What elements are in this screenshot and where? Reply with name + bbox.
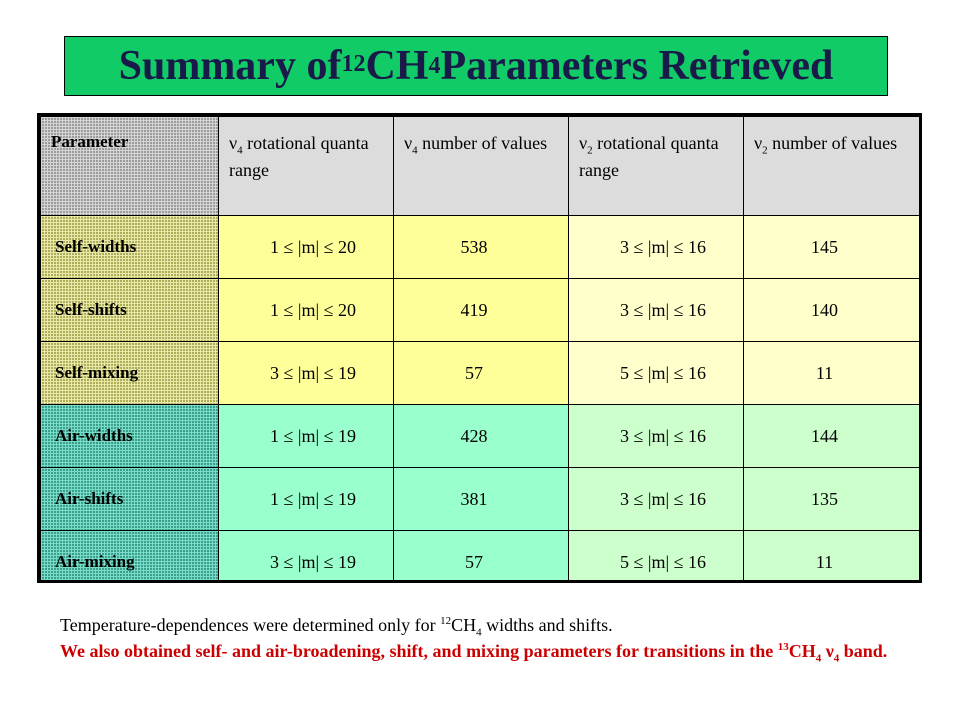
- table-cell: 419: [394, 279, 569, 342]
- table-cell: 538: [394, 216, 569, 279]
- table-cell: 3 ≤ |m| ≤ 16: [569, 279, 744, 342]
- title-pre: Summary of: [118, 43, 342, 89]
- title-isotope: 12: [341, 50, 366, 77]
- table-cell: 11: [744, 531, 920, 584]
- table-cell: 140: [744, 279, 920, 342]
- table-cell: 11: [744, 342, 920, 405]
- header-nu4-range: $\nu_4$ rotational quanta range: [219, 117, 394, 216]
- table-cell: 1 ≤ |m| ≤ 19: [219, 468, 394, 531]
- table-row: [41, 216, 920, 279]
- table-cell: 5 ≤ |m| ≤ 16: [569, 531, 744, 584]
- table-row: [41, 405, 920, 468]
- table-cell: 1 ≤ |m| ≤ 20: [219, 216, 394, 279]
- table-cell: 381: [394, 468, 569, 531]
- table-cell: 57: [394, 342, 569, 405]
- table-cell: 1 ≤ |m| ≤ 20: [219, 279, 394, 342]
- header-parameter: Parameter: [41, 117, 219, 216]
- table-cell: 3 ≤ |m| ≤ 16: [569, 216, 744, 279]
- header-nu2-range: $\nu_2$ rotational quanta range: [569, 117, 744, 216]
- parameter-name: Air-mixing: [41, 531, 219, 584]
- table-cell: 3 ≤ |m| ≤ 16: [569, 405, 744, 468]
- table-cell: 57: [394, 531, 569, 584]
- table-cell: 3 ≤ |m| ≤ 16: [569, 468, 744, 531]
- parameter-name: Self-shifts: [41, 279, 219, 342]
- footnote: [60, 612, 920, 664]
- title-post: Parameters Retrieved: [440, 43, 834, 89]
- table-cell: 3 ≤ |m| ≤ 19: [219, 342, 394, 405]
- table-header-row: [41, 117, 920, 216]
- parameter-name: Self-widths: [41, 216, 219, 279]
- title-subscript: 4: [428, 52, 441, 79]
- table-cell: 1 ≤ |m| ≤ 19: [219, 405, 394, 468]
- table-cell: 3 ≤ |m| ≤ 19: [219, 531, 394, 584]
- parameter-name: Air-widths: [41, 405, 219, 468]
- parameter-name: Self-mixing: [41, 342, 219, 405]
- parameter-name: Air-shifts: [41, 468, 219, 531]
- title-species: CH: [365, 43, 429, 89]
- note-13ch4: We also obtained self- and air-broadening, shift, and mixing parameters for transitions in the $^{13}CH_4$ $\nu_4$ band.: [60, 641, 888, 665]
- table-row: [41, 531, 920, 584]
- slide-title: [64, 36, 888, 96]
- table-cell: 135: [744, 468, 920, 531]
- table-row: [41, 468, 920, 531]
- table-row: [41, 279, 920, 342]
- table-cell: 5 ≤ |m| ≤ 16: [569, 342, 744, 405]
- table-row: [41, 342, 920, 405]
- parameters-table: [37, 113, 922, 583]
- table-cell: 428: [394, 405, 569, 468]
- table-cell: 145: [744, 216, 920, 279]
- header-nu2-count: $\nu_2$ number of values: [744, 117, 920, 216]
- note-temperature: Temperature-dependences were determined only for $^{12}CH_4$ widths and shifts.: [60, 615, 613, 639]
- table-cell: 144: [744, 405, 920, 468]
- header-nu4-count: $\nu_4$ number of values: [394, 117, 569, 216]
